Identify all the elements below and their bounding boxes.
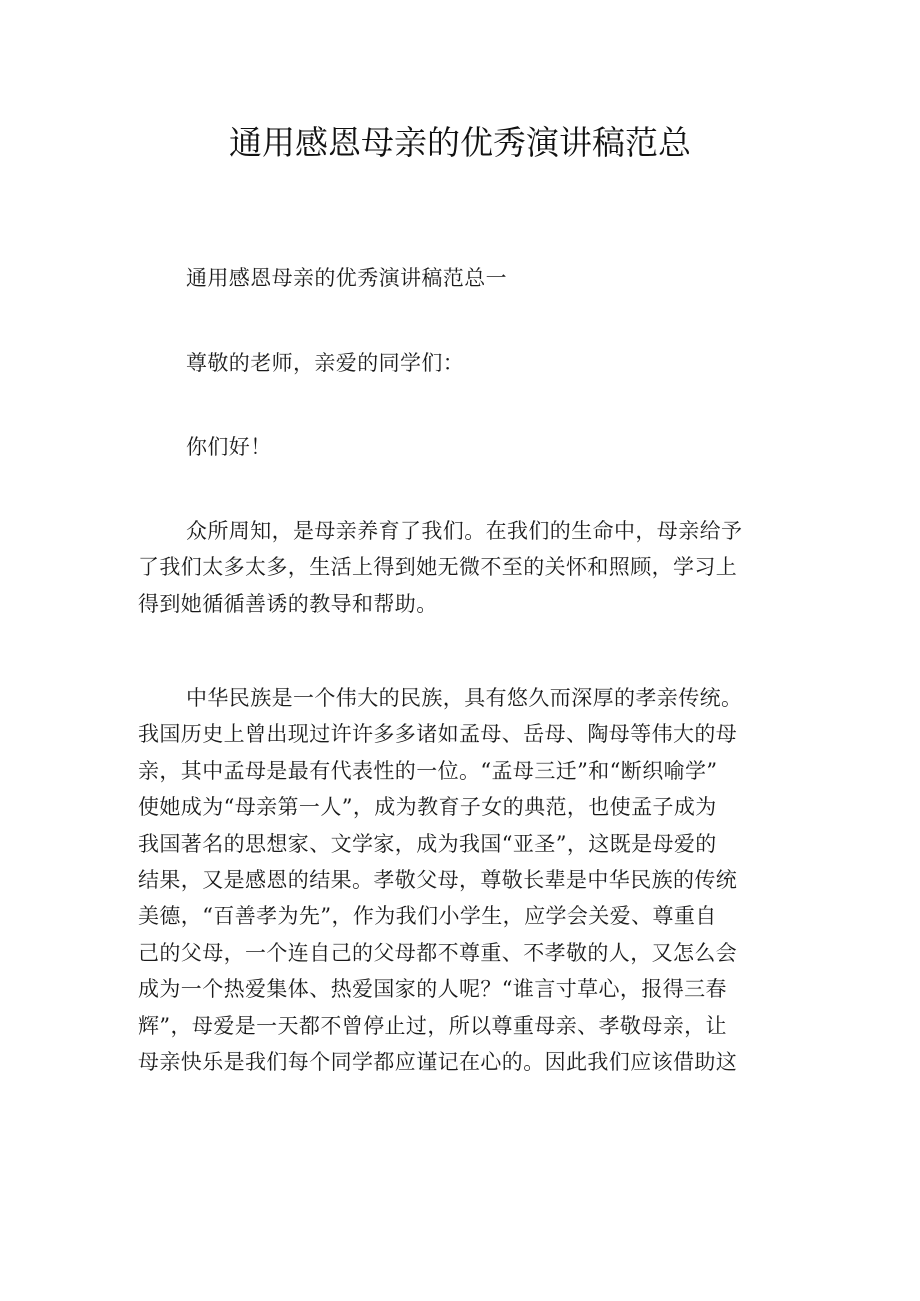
- paragraph-line: 使她成为“母亲第一人”，成为教育子女的典范，也使孟子成为: [138, 795, 717, 820]
- hello-text: 你们好！: [186, 435, 272, 459]
- section-heading-text: 通用感恩母亲的优秀演讲稿范总一: [186, 266, 507, 290]
- document-title: 通用感恩母亲的优秀演讲稿范总: [229, 123, 691, 162]
- greeting: [138, 345, 798, 381]
- paragraph-line: 得到她循循善诱的教导和帮助。: [138, 591, 438, 616]
- paragraph-line: 结果，又是感恩的结果。孝敬父母，尊敬长辈是中华民族的传统: [138, 868, 738, 893]
- paragraph-2: [138, 680, 798, 1080]
- paragraph-line: 美德，“百善孝为先”，作为我们小学生，应学会关爱、尊重自: [138, 904, 717, 929]
- paragraph-line: 了我们太多太多，生活上得到她无微不至的关怀和照顾，学习上: [138, 555, 738, 580]
- paragraph-line: 成为一个热爱集体、热爱国家的人呢？“谁言寸草心，报得三春: [138, 977, 727, 1002]
- paragraph-line: 己的父母，一个连自己的父母都不尊重、不孝敬的人，又怎么会: [138, 940, 738, 965]
- section-heading: [138, 260, 798, 296]
- paragraph-line: 亲，其中孟母是最有代表性的一位。“孟母三迁”和“断织喻学”: [138, 758, 718, 783]
- paragraph-1: [138, 513, 798, 622]
- paragraph-line: 母亲快乐是我们每个同学都应谨记在心的。因此我们应该借助这: [138, 1050, 738, 1075]
- paragraph-line: 我国著名的思想家、文学家，成为我国“亚圣”，这既是母爱的: [138, 831, 717, 856]
- hello-line: [138, 429, 798, 465]
- greeting-text: 尊敬的老师，亲爱的同学们：: [186, 351, 465, 375]
- paragraph-line: 辉”，母爱是一天都不曾停止过，所以尊重母亲、孝敬母亲，让: [138, 1013, 727, 1038]
- paragraph-line: 我国历史上曾出现过许许多多诸如孟母、岳母、陶母等伟大的母: [138, 722, 738, 747]
- paragraph-line: 中华民族是一个伟大的民族，具有悠久而深厚的孝亲传统。: [186, 686, 743, 710]
- paragraph-line: 众所周知，是母亲养育了我们。在我们的生命中，母亲给予: [186, 519, 743, 543]
